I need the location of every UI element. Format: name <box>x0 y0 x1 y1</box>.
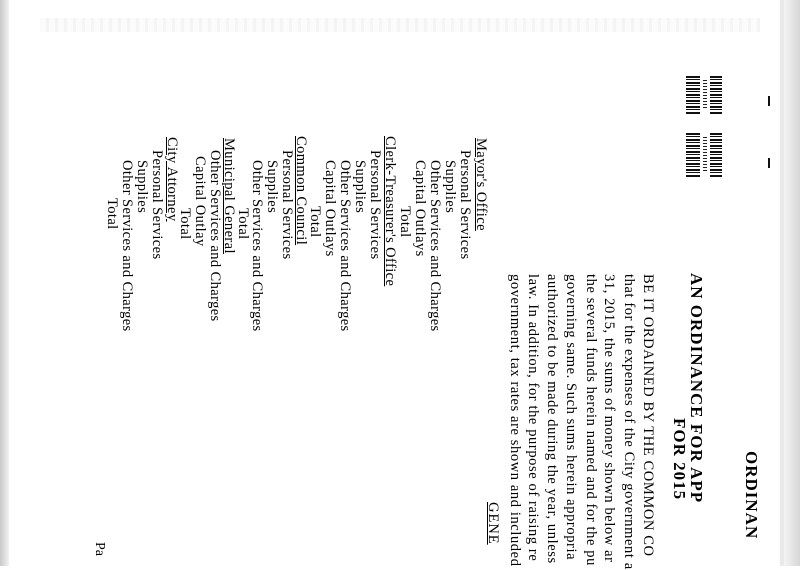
line-item: Other Services and Charges <box>337 160 353 332</box>
section-heading-municipal-general: Municipal General <box>221 138 237 254</box>
filing-stamp-right <box>686 133 722 177</box>
section-heading-clerk-treasurer: Clerk-Treasurer's Office <box>382 136 398 287</box>
line-item-total: Total <box>307 206 323 238</box>
general-fund-heading: GENE <box>485 502 501 545</box>
body-line: that for the expenses of the City government a <box>621 274 637 570</box>
section-heading-city-attorney: City Attorney <box>164 137 180 222</box>
line-item: Supplies <box>264 160 280 214</box>
line-item: Capital Outlays <box>322 160 338 257</box>
line-item: Capital Outlays <box>412 160 428 257</box>
body-line: BE IT ORDAINED BY THE COMMON CO <box>640 274 656 557</box>
page-footer: Pa <box>92 542 107 556</box>
line-item-total: Total <box>177 208 193 240</box>
body-line: law. In addition, for the purpose of raising re <box>525 274 541 562</box>
body-line: governing same. Such sums herein appropria <box>563 274 579 561</box>
ordinance-title: ORDINAN <box>742 451 761 540</box>
section-heading-common-council: Common Council <box>293 136 309 246</box>
line-item-total: Total <box>397 206 413 238</box>
body-line: the several funds herein named and for the pu <box>583 274 599 566</box>
line-item-total: Total <box>235 208 251 240</box>
line-item: Other Services and Charges <box>427 160 443 332</box>
body-line: authorized to be made during the year, unless <box>544 274 560 564</box>
line-item: Personal Services <box>149 150 165 260</box>
line-item: Personal Services <box>279 150 295 260</box>
line-item: Personal Services <box>367 150 383 260</box>
line-item: Other Services and Charges <box>249 160 265 332</box>
line-item: Supplies <box>442 160 458 214</box>
line-item: Other Services and Charges <box>119 160 135 332</box>
line-item: Supplies <box>352 160 368 214</box>
body-line: government, tax rates are shown and included <box>507 274 523 567</box>
ordinance-year: FOR 2015 <box>670 418 689 501</box>
line-item-total: Total <box>104 198 120 230</box>
ordinance-subtitle: AN ORDINANCE FOR APP <box>687 273 706 504</box>
line-item: Supplies <box>134 160 150 214</box>
section-heading-mayors-office: Mayor's Office <box>473 138 489 231</box>
body-line: 31, 2015, the sums of money shown below ar <box>601 274 617 563</box>
line-item: Personal Services <box>457 150 473 260</box>
filing-stamp-left <box>686 76 722 114</box>
line-item: Capital Outlay <box>192 156 208 247</box>
line-item: Other Services and Charges <box>207 150 223 322</box>
